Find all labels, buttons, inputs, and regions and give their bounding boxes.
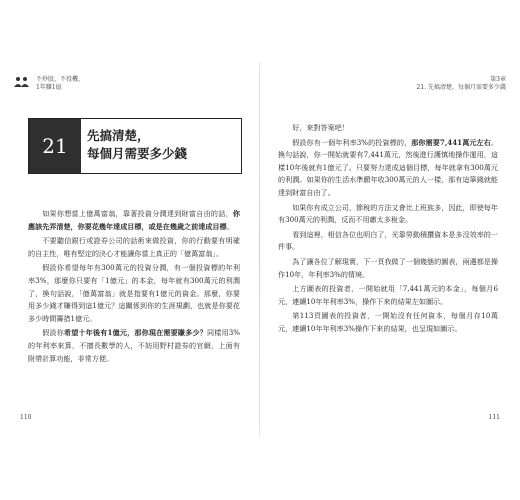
right-page-content [260,60,514,440]
right-paragraph-5: 為了讓各位了解現實，下一頁我做了一個幾態的圖表，兩邊都是操作10年，年利率3%的情境。 [278,256,498,279]
left-header-line1: 不炒股、不投機， [36,76,85,83]
right-p2-bold: 那你需要7,441萬元左右 [411,137,491,147]
right-header-line1: 第3章 [490,76,506,83]
right-p2-rest: 。換句話說，你一開始就要有7,441萬元，然後進行護慎地操作運用，這樣10年後就有1億元了。只要努力達成這個目標，每年就拿有300萬元的利潤。如果你的生活水準願年收300萬元的人一樣，那有這筆錢就能達到財富自由了。 [278,137,498,197]
left-p4-text: 假設你 [42,328,64,338]
right-body-text [278,122,498,338]
left-header-line2: 1年賺1億 [36,84,62,91]
left-p1-end: 。 [226,221,234,231]
right-paragraph-7: 第113頁圖表的投資者，一開始沒有任何資本，每個月存10萬元，連續10年年利率3%操作下來的結果，也呈現如圖示。 [278,311,498,333]
left-body-text [28,208,240,367]
chapter-title [81,119,241,173]
chapter-title-line2: 每個月需要多少錢 [87,146,188,161]
left-p4-rest: 同樣用3%的年利率來算，不擅長數學的人，不妨用野村證券的官網，上面有附帶計算功能，非常方便。 [28,328,240,363]
left-page-number: 110 [20,414,32,421]
left-paragraph-4 [28,327,240,365]
chapter-number: 21 [29,119,81,173]
left-paragraph-1 [28,208,240,233]
left-p1-bold: 你應該先弄清楚，你要花幾年達成目標，或是在幾歲之前達成目標 [28,209,240,231]
left-paragraph-3: 假設你希望每年有300萬元的投資分潤，有一個投資標的年利率3%，那麼你只要有「1億元」的本金，每年就有300萬元的利潤了，換句話說，「億萬富翁」就是指要有1億元的資金。那麼，你要用多少錢才賺得到這1億元？這關係到你的生涯規劃，也就是你要花多少時間籌措1億元。 [28,263,240,323]
left-paragraph-2: 不要聽信銀行或證券公司的話術來做投資，你的行動要有明確的自主性，唯有堅定的決心才能讓你當上真正的「億萬富翁」。 [28,236,240,258]
right-paragraph-4: 看到這裡，相信各位也明白了，光靠勞動積攢資本是多沒效率的一件事。 [278,229,498,252]
left-page-content [6,60,260,440]
left-p4-bold: 希望十年後有1億元，那你現在需要賺多少？ [63,328,207,338]
right-paragraph-2 [278,137,498,200]
chapter-heading-box [28,118,242,174]
left-p1-text: 如果你想當上億萬富翁，靠著投資分潤達到財富自由的話， [42,209,233,218]
right-p2-text: 假設你有一個年利率3%的投資標的， [292,137,412,147]
right-paragraph-6: 上方圖表的投資者，一開始就用「7,441萬元的本金」，每個月6元，連續10年年利率3%，操作下來的結果左如圖示。 [278,284,498,306]
chapter-title-line1: 先搞清楚， [87,128,150,143]
right-paragraph-3: 如果你有成立公司，節稅的方法又會比上班族多，因此，即使每年有300萬元的利潤，反而不用繳太多稅金。 [278,202,498,225]
right-header-line2: 21. 先搞清楚，每個月需要多少錢 [416,84,506,91]
right-page-number: 111 [488,414,500,421]
right-paragraph-1: 好，來對答案吧！ [292,123,349,132]
